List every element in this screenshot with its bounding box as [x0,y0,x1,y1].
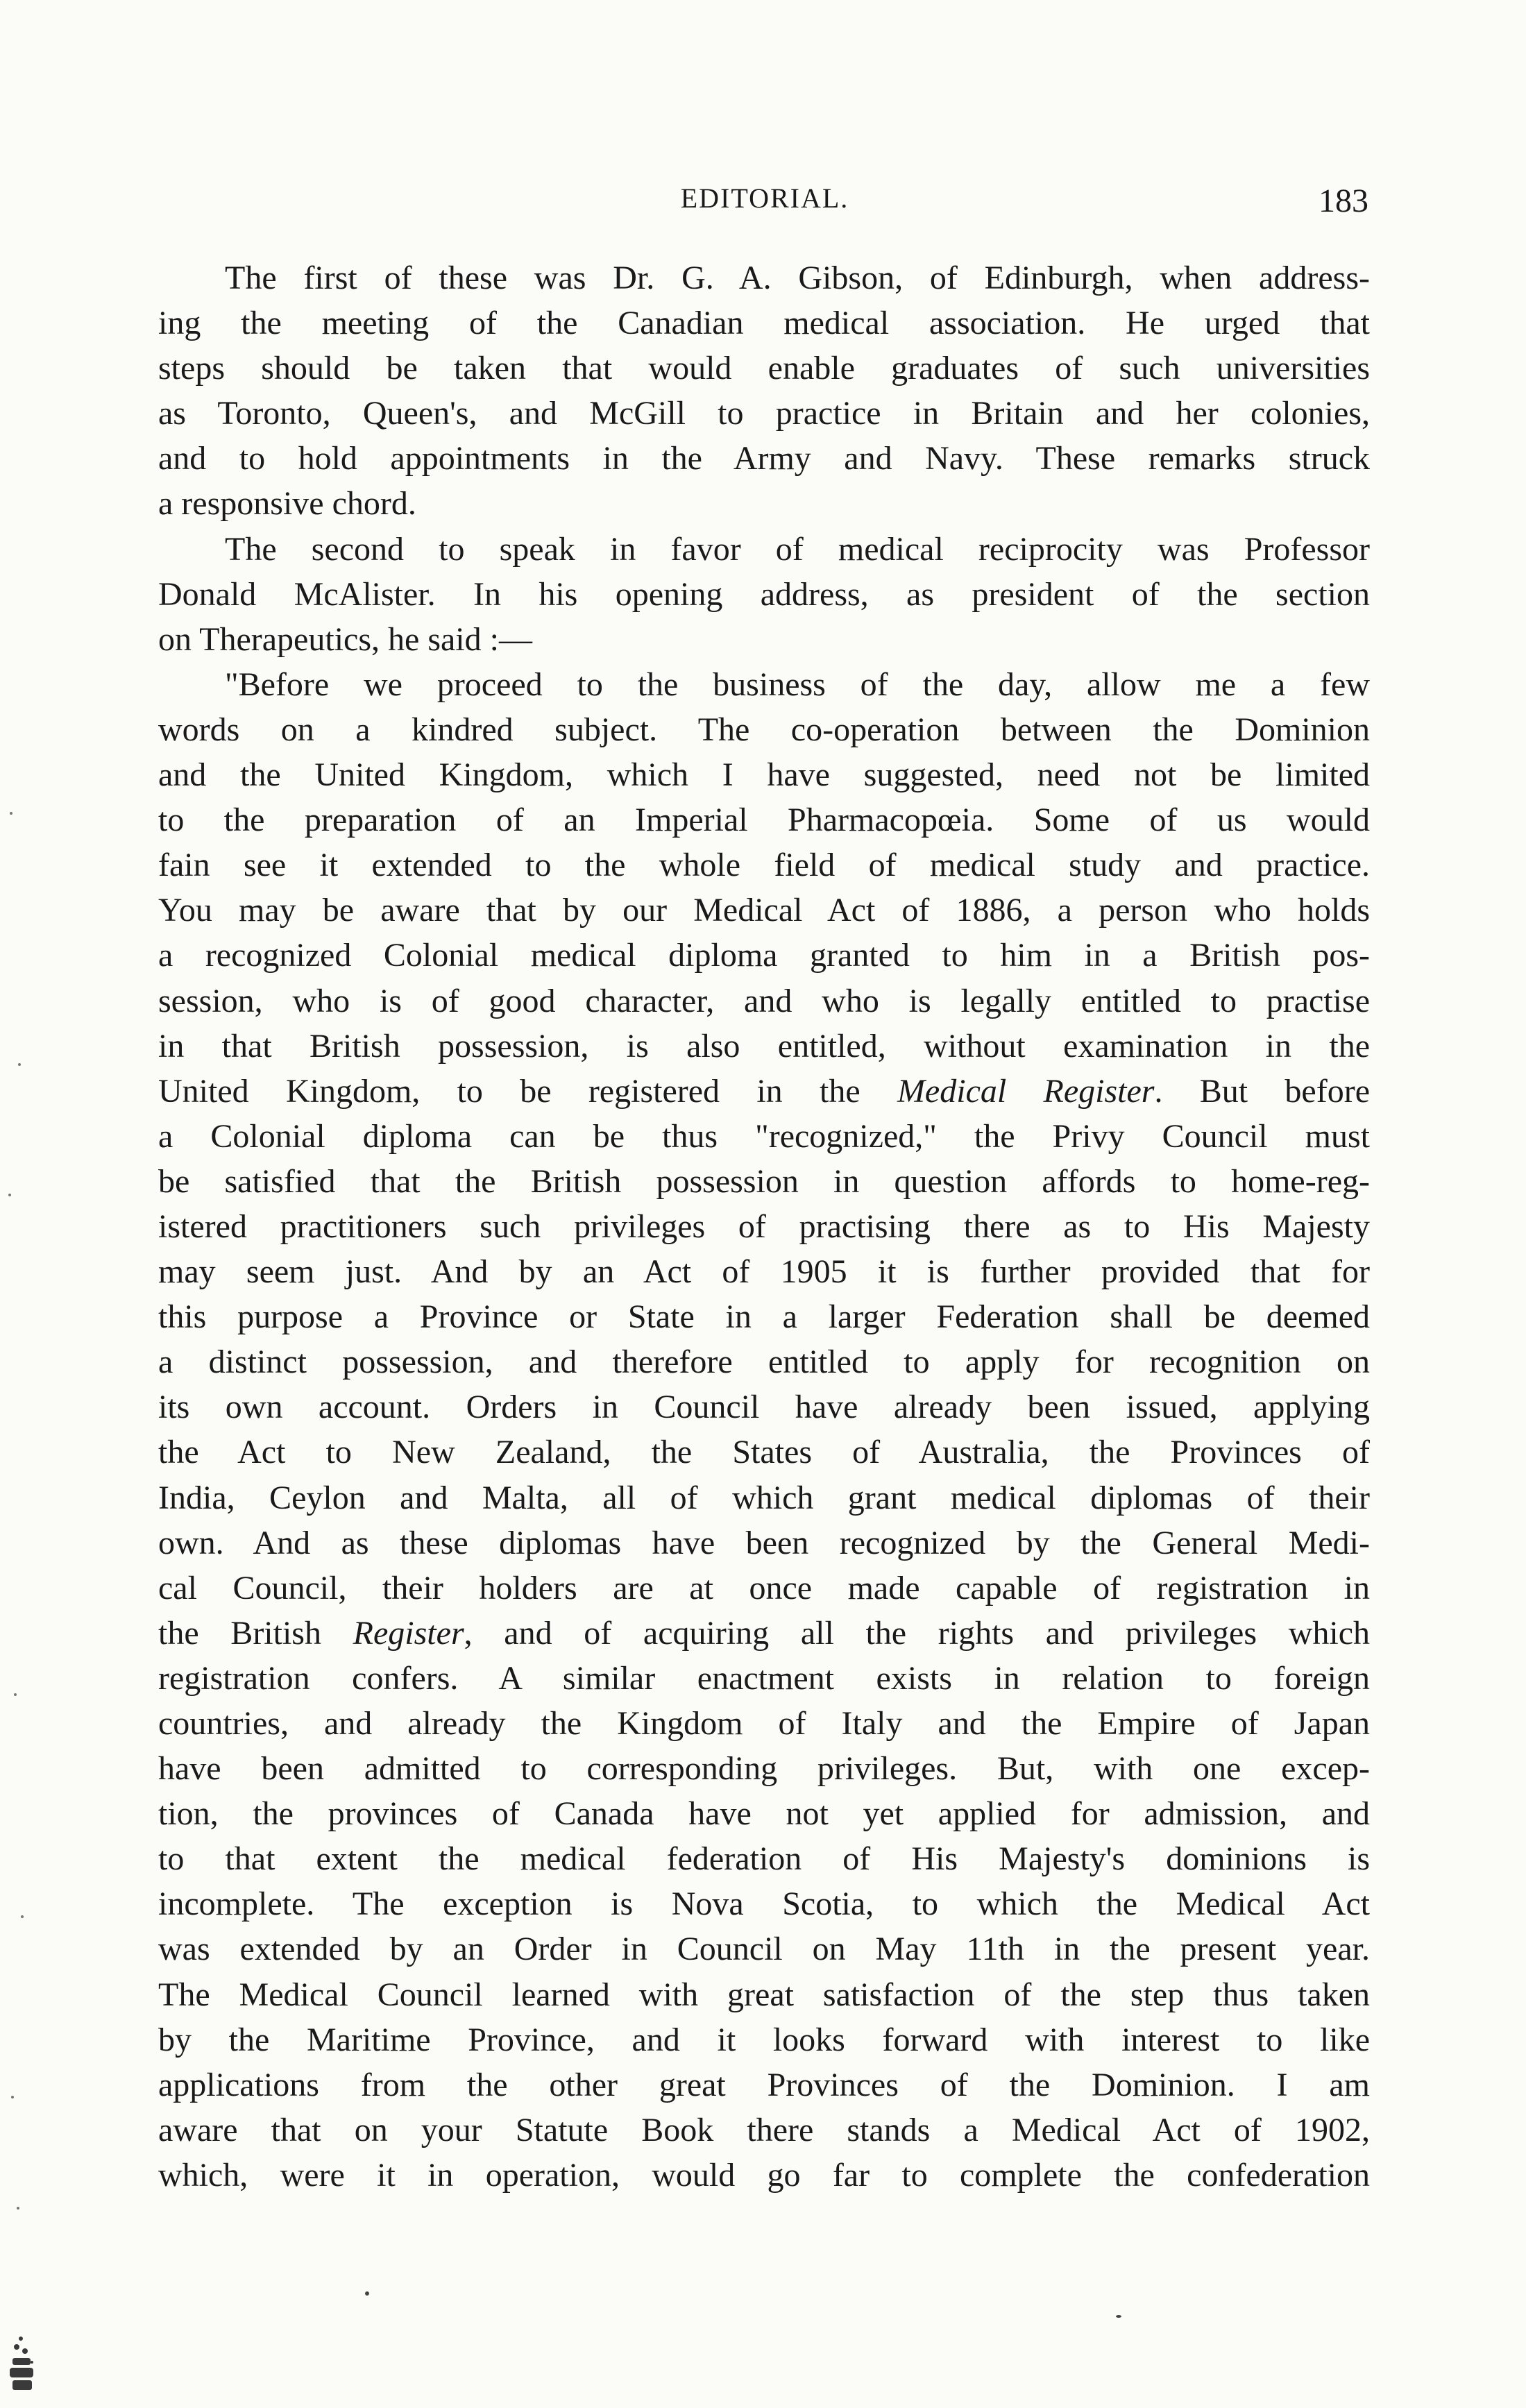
page-number: 183 [1319,183,1368,219]
text-line: and the United Kingdom, which I have suggested, need not be limited [158,756,1370,794]
text-line: the British Register, and of acquiring all the rights and privileges which [158,1614,1370,1652]
text-line: Donald McAlister. In his opening address, as president of the section [158,575,1370,613]
stray-dot [1116,2315,1121,2318]
text-line: as Toronto, Queen's, and McGill to practice in Britain and her colonies, [158,395,1370,432]
text-line: to that extent the medical federation of His Majesty's dominions is [158,1840,1370,1878]
text-line: this purpose a Province or State in a larger Federation shall be deemed [158,1298,1370,1336]
text-line: be satisfied that the British possession in question affords to home-reg- [158,1162,1370,1200]
text-line: was extended by an Order in Council on May 11th in the present year. [158,1931,1370,1968]
text-line: aware that on your Statute Book there stands a Medical Act of 1902, [158,2111,1370,2148]
text-line: You may be aware that by our Medical Act of 1886, a person who holds [158,892,1370,929]
text-line: istered practitioners such privileges of practising there as to His Majesty [158,1207,1370,1245]
text-line: steps should be taken that would enable graduates of such universities [158,350,1370,387]
text-line: by the Maritime Province, and it looks forward with interest to like [158,2021,1370,2058]
text-line: The first of these was Dr. G. A. Gibson, of Edinburgh, when address- [225,260,1370,296]
text-line: India, Ceylon and Malta, all of which grant medical diplomas of their [158,1479,1370,1516]
text-line: on Therapeutics, he said :— [158,620,532,658]
text-line: a responsive chord. [158,485,416,523]
text-line: the Act to New Zealand, the States of Australia, the Provinces of [158,1434,1370,1471]
text-line: applications from the other great Provinces of the Dominion. I am [158,2066,1370,2103]
text-line: tion, the provinces of Canada have not yet applied for admission, and [158,1795,1370,1833]
text-line: "Before we proceed to the business of the day, allow me a few [225,665,1370,703]
text-line: own. And as these diplomas have been recognized by the General Medi- [158,1524,1370,1561]
text-line: to the preparation of an Imperial Pharmacopœia. Some of us would [158,802,1370,839]
text-line: session, who is of good character, and who is legally entitled to practise [158,982,1370,1019]
body-text [158,255,1370,2198]
stray-dot [365,2291,369,2296]
text-line: United Kingdom, to be registered in the Medical Register. But before [158,1072,1370,1110]
text-line: have been admitted to corresponding privileges. But, with one excep- [158,1750,1370,1788]
text-line: in that British possession, is also entitled, without examination in the [158,1027,1370,1065]
text-line: and to hold appointments in the Army and Navy. These remarks struck [158,440,1370,477]
text-line: a distinct possession, and therefore entitled to apply for recognition on [158,1343,1370,1381]
text-line: ing the meeting of the Canadian medical association. He urged that [158,305,1370,342]
text-line: fain see it extended to the whole field of medical study and practice. [158,847,1370,884]
text-line: a recognized Colonial medical diploma granted to him in a British pos- [158,937,1370,974]
text-line: The second to speak in favor of medical reciprocity was Professor [225,530,1370,568]
running-head: EDITORIAL. [680,183,849,214]
text-line: incomplete. The exception is Nova Scotia, to which the Medical Act [158,1885,1370,1923]
text-line: registration confers. A similar enactment exists in relation to foreign [158,1659,1370,1697]
text-line: which, were it in operation, would go far to complete the confederation [158,2156,1370,2194]
text-line: The Medical Council learned with great satisfaction of the step thus taken [158,1976,1370,2013]
text-line: its own account. Orders in Council have already been issued, applying [158,1389,1370,1426]
text-line: may seem just. And by an Act of 1905 it is further provided that for [158,1253,1370,1291]
text-line: cal Council, their holders are at once made capable of registration in [158,1569,1370,1606]
text-line: countries, and already the Kingdom of Italy and the Empire of Japan [158,1705,1370,1742]
page-header [161,182,1368,223]
text-line: a Colonial diploma can be thus "recognized," the Privy Council must [158,1117,1370,1155]
corner-ornament-icon [7,2332,39,2394]
margin-specks [0,0,42,2408]
text-line: words on a kindred subject. The co-operation between the Dominion [158,711,1370,748]
